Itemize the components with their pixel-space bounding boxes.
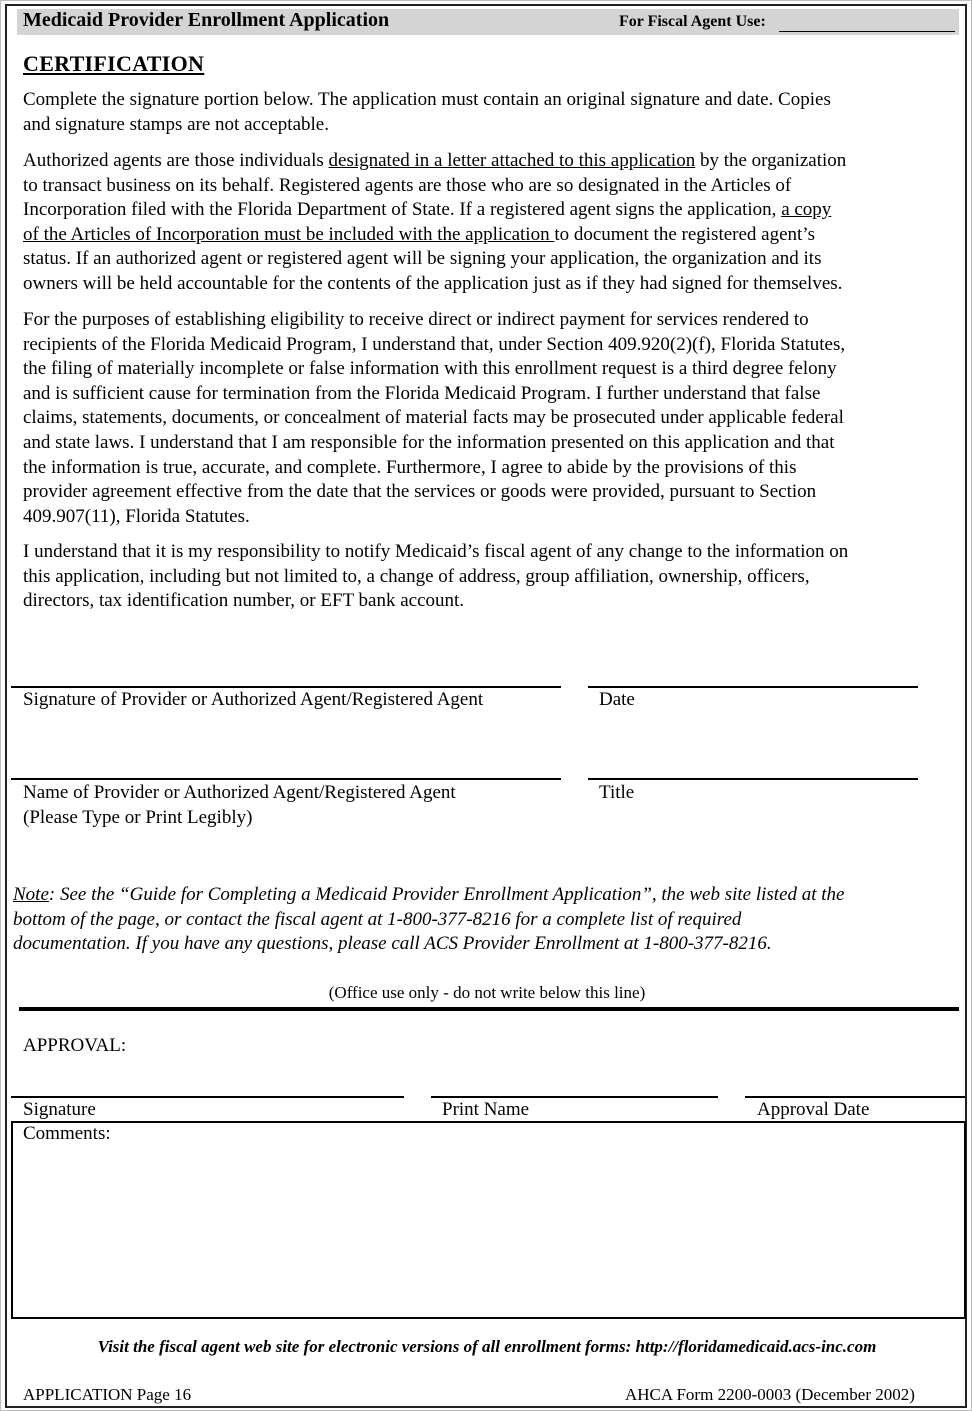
note-line: : See the “Guide for Completing a Medicaid Provider Enrollment Application”, the web site listed at the — [48, 884, 845, 905]
para4-line: directors, tax identification number, or EFT bank account. — [23, 590, 465, 612]
signature-date-field[interactable] — [588, 686, 918, 688]
para3-line: the filing of materially incomplete or false information with this enrollment request is a third degree felony — [23, 358, 837, 380]
para2-text: to transact business on its behalf. Registered agents are those who are so designated in the Articles of — [23, 174, 792, 196]
date-label: Date — [599, 689, 635, 710]
form-number: AHCA Form 2200-0003 (December 2002) — [625, 1385, 915, 1404]
para2-text: to document the registered agent’s — [554, 223, 815, 245]
fiscal-agent-use-label: For Fiscal Agent Use: — [619, 13, 766, 30]
para1-line: Complete the signature portion below. The application must contain an original signature and date. Copies — [23, 89, 831, 110]
para2-text: by the organization — [695, 150, 847, 171]
comments-box[interactable] — [11, 1121, 966, 1319]
title-label: Title — [599, 782, 635, 803]
para3-line: claims, statements, documents, or concealment of material facts may be prosecuted under applicable federal — [23, 407, 844, 429]
para4-line: this application, including but not limited to, a change of address, group affiliation, ownership, officers, — [23, 565, 810, 587]
para4-line: I understand that it is my responsibility to notify Medicaid’s fiscal agent of any change to the information on — [23, 541, 849, 562]
para3-line: and is sufficient cause for termination from the Florida Medicaid Program. I further understand that false — [23, 382, 821, 404]
page-number: APPLICATION Page 16 — [23, 1385, 192, 1404]
office-use-divider — [19, 1007, 959, 1011]
para2-underlined-text: a copy — [781, 199, 832, 221]
form-title: Medicaid Provider Enrollment Application — [23, 9, 390, 31]
approval-print-name-label: Print Name — [442, 1099, 530, 1120]
para2-text: Authorized agents are those individuals — [23, 150, 329, 171]
para3-line: provider agreement effective from the date that the services or goods were provided, pursuant to Section — [23, 481, 817, 503]
provider-signature-label: Signature of Provider or Authorized Agent/Registered Agent — [23, 689, 484, 710]
para3-line: 409.907(11), Florida Statutes. — [23, 505, 250, 527]
approval-date-label: Approval Date — [757, 1099, 870, 1120]
note-label: Note — [13, 884, 49, 905]
note-paragraph — [13, 883, 959, 957]
approval-label: APPROVAL: — [23, 1035, 127, 1056]
certification-paragraph-1 — [23, 88, 953, 137]
para2-text: Incorporation filed with the Florida Department of State. If a registered agent signs the application, — [23, 199, 782, 221]
certification-paragraph-3 — [23, 308, 953, 529]
certification-paragraph-4 — [23, 540, 953, 614]
certification-heading: CERTIFICATION — [23, 51, 205, 76]
note-line: documentation. If you have any questions, please call ACS Provider Enrollment at 1-800-377-8216. — [13, 933, 772, 955]
para3-line: For the purposes of establishing eligibility to receive direct or indirect payment for services rendered to — [23, 309, 809, 330]
para2-text: owners will be held accountable for the contents of the application just as if they had signed for themselves. — [23, 272, 843, 294]
para2-underlined-text: designated in a letter attached to this application — [328, 150, 696, 171]
provider-name-sublabel: (Please Type or Print Legibly) — [23, 807, 253, 828]
para3-line: recipients of the Florida Medicaid Program, I understand that, under Section 409.920(2)(f), Florida Statutes, — [23, 333, 846, 355]
certification-paragraph-2 — [23, 149, 953, 297]
title-field[interactable] — [588, 778, 918, 780]
para3-line: the information is true, accurate, and complete. Furthermore, I agree to abide by the provisions of this — [23, 456, 797, 478]
provider-name-label: Name of Provider or Authorized Agent/Registered Agent — [23, 782, 456, 803]
para2-text: status. If an authorized agent or registered agent will be signing your application, the organization and its — [23, 248, 822, 270]
para1-line: and signature stamps are not acceptable. — [23, 113, 329, 135]
comments-label: Comments: — [23, 1123, 111, 1144]
note-line: bottom of the page, or contact the fiscal agent at 1-800-377-8216 for a complete list of required — [13, 908, 742, 930]
website-note: Visit the fiscal agent web site for electronic versions of all enrollment forms: http://floridamedicaid.acs-inc.com — [97, 1337, 877, 1356]
fiscal-agent-use-field[interactable] — [779, 31, 955, 32]
para3-line: and state laws. I understand that I am responsible for the information presented on this application and that — [23, 431, 835, 453]
para2-underlined-text: of the Articles of Incorporation must be included with the application — [23, 223, 555, 245]
approval-signature-label: Signature — [23, 1099, 96, 1120]
office-use-notice: (Office use only - do not write below this line) — [328, 983, 646, 1002]
